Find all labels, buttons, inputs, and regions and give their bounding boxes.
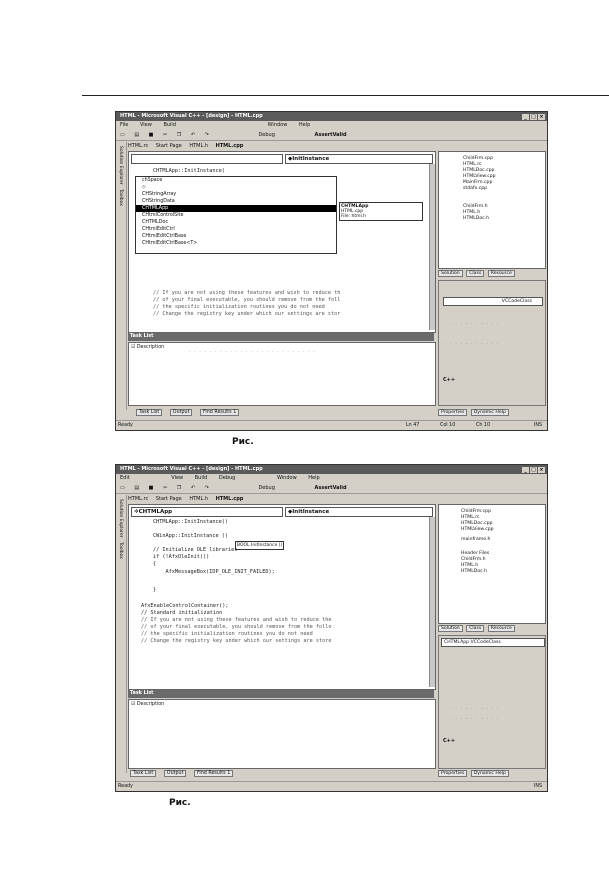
- blurred-text: · · · · · · · · · · ·: [445, 341, 500, 347]
- tab-class[interactable]: Class: [466, 625, 484, 632]
- list-item[interactable]: CHStringArray: [142, 192, 177, 197]
- bottom-tabs: [130, 769, 239, 778]
- tree-item[interactable]: Header Files: [461, 551, 490, 556]
- tooltip-line: File: html.h: [341, 214, 367, 219]
- tab-output[interactable]: Output: [164, 770, 187, 777]
- tab-html-cpp[interactable]: HTML.cpp: [215, 496, 244, 502]
- right-bottom-tabs: [438, 408, 511, 417]
- right-tabs: [438, 624, 517, 633]
- title-bar: [116, 465, 547, 474]
- code-line: // of your final executable, you should remove from the follo: [141, 624, 332, 630]
- window-title: HTML - Microsoft Visual C++ - [design] - HTML.cpp: [120, 466, 263, 472]
- tab-find-results[interactable]: Find Results 1: [200, 409, 239, 416]
- method-combo-label: InitInstance: [292, 509, 330, 515]
- tree-item[interactable]: HTML.h: [463, 210, 481, 215]
- tree-item[interactable]: HTML.h: [461, 563, 479, 568]
- window-controls: [521, 466, 545, 475]
- code-line: // the specific initialization routines you do not need: [153, 304, 325, 310]
- method-icon: ◆: [288, 509, 293, 515]
- code-editor[interactable]: [128, 504, 436, 690]
- code-line: // Change the registry key under which our settings are store: [141, 638, 332, 644]
- tab-solution[interactable]: Solution: [438, 625, 463, 632]
- toolbar: [116, 130, 547, 141]
- status-ch: Ch 10: [476, 423, 491, 428]
- menu-build[interactable]: Build: [194, 475, 208, 481]
- tree-item[interactable]: ChildFrm.h: [463, 204, 488, 209]
- file-tree: [461, 509, 494, 575]
- tree-item[interactable]: HTMLDoc.h: [461, 569, 488, 574]
- status-bar: [116, 420, 547, 430]
- task-list-title: Task List: [130, 691, 154, 696]
- figure-caption-2: Рис.: [169, 798, 191, 808]
- open-icon[interactable]: ▤: [134, 132, 140, 138]
- code-line: {: [153, 561, 157, 567]
- list-item[interactable]: CHtmlControlSite: [142, 213, 184, 218]
- code-line: // Change the registry key under which our settings are stor: [153, 311, 341, 317]
- intellisense-tooltip: [339, 202, 423, 221]
- tab-solution[interactable]: Solution: [438, 270, 463, 277]
- list-item[interactable]: CHTMLDoc: [142, 220, 168, 225]
- tree-item[interactable]: stdafx.cpp: [463, 186, 488, 191]
- task-list-title: Task List: [130, 334, 154, 339]
- ide-screenshot-1: [115, 111, 548, 431]
- menu-view[interactable]: View: [171, 475, 184, 481]
- task-list-panel: [128, 699, 436, 769]
- copy-icon[interactable]: ❐: [176, 485, 182, 491]
- solution-explorer: [438, 504, 546, 624]
- tree-item[interactable]: HTML.rc: [461, 515, 480, 520]
- properties-combo[interactable]: [441, 638, 545, 647]
- task-column-header: [131, 345, 164, 350]
- language-label: C++: [443, 738, 456, 744]
- properties-combo-value: VCCodeClass: [501, 299, 532, 304]
- tree-item[interactable]: ChildFrm.h: [461, 557, 486, 562]
- code-line: // Initialize OLE libraries: [153, 547, 238, 553]
- save-icon[interactable]: ■: [148, 485, 154, 491]
- code-line: // If you are not using these features and wish to reduce th: [153, 290, 341, 296]
- properties-combo[interactable]: [443, 297, 543, 306]
- toolbox-tab[interactable]: Toolbox: [118, 188, 123, 206]
- document-tabs: [128, 142, 249, 150]
- class-combo-label: CHTMLApp: [138, 509, 173, 515]
- code-line: // the specific initialization routines you do not need: [141, 631, 313, 637]
- tooltip-line: CHTMLApp: [341, 204, 369, 209]
- minimize-button[interactable]: _: [522, 467, 529, 473]
- solution-explorer: [438, 151, 546, 269]
- solution-explorer-tab[interactable]: Solution Explorer: [118, 499, 123, 538]
- menu-help[interactable]: Help: [298, 122, 311, 128]
- checkbox-icon[interactable]: ☑: [131, 702, 136, 707]
- tree-item[interactable]: HTML.rc: [463, 162, 482, 167]
- undo-icon[interactable]: ↶: [190, 485, 196, 491]
- cut-icon[interactable]: ✂: [162, 132, 168, 138]
- status-ins: INS: [534, 784, 543, 789]
- status-col: Col 10: [440, 423, 456, 428]
- solution-explorer-tab[interactable]: Solution Explorer: [118, 146, 123, 185]
- horizontal-rule: [82, 95, 609, 96]
- save-icon[interactable]: ■: [148, 132, 154, 138]
- menu-debug[interactable]: Debug: [218, 475, 236, 481]
- status-ready: Ready: [118, 423, 133, 428]
- menu-bar: [116, 474, 547, 483]
- intellisense-list[interactable]: [135, 176, 337, 254]
- tree-item[interactable]: MainFrm.cpp: [463, 180, 493, 185]
- class-combo[interactable]: [131, 154, 283, 164]
- status-ins: INS: [534, 423, 543, 428]
- list-item[interactable]: CHtmlEditCtrl: [142, 227, 175, 232]
- code-line: // If you are not using these features and wish to reduce the: [141, 617, 332, 623]
- tree-item[interactable]: HTMLDoc.h: [463, 216, 490, 221]
- new-file-icon[interactable]: ▭: [120, 132, 125, 138]
- list-item-selected[interactable]: CHTMLApp: [136, 205, 336, 212]
- close-button[interactable]: ×: [539, 114, 544, 120]
- description-column[interactable]: Description: [136, 345, 165, 350]
- left-dock-tabs: [116, 495, 127, 773]
- left-dock-tabs: [116, 142, 127, 410]
- tab-class[interactable]: Class: [466, 270, 484, 277]
- blurred-text: · · · · · · · · · · ·: [445, 716, 500, 722]
- tab-properties[interactable]: Properties: [438, 409, 467, 416]
- list-item[interactable]: CHtmlEditCtrlBase<T>: [142, 241, 198, 246]
- tab-html-cpp[interactable]: HTML.cpp: [215, 143, 244, 149]
- file-tree: [463, 156, 496, 222]
- status-ready: Ready: [118, 784, 133, 789]
- ide-screenshot-2: [115, 464, 548, 792]
- minimize-button[interactable]: _: [522, 114, 529, 120]
- tab-output[interactable]: Output: [170, 409, 193, 416]
- tree-item[interactable]: HTMLView.cpp: [461, 527, 494, 532]
- status-bar: [116, 781, 547, 791]
- task-list-header: [128, 690, 434, 698]
- menu-window[interactable]: Window: [267, 122, 288, 128]
- maximize-button[interactable]: □: [531, 114, 536, 120]
- blurred-text: · · · · · · · · · · ·: [445, 706, 500, 712]
- toolbar: [116, 483, 547, 494]
- tooltip-line: HTML.cpp: [341, 209, 364, 214]
- menu-build[interactable]: Build: [163, 122, 176, 128]
- menu-window[interactable]: Window: [276, 475, 297, 481]
- open-icon[interactable]: ▤: [134, 485, 140, 491]
- method-combo-label: InitInstance: [292, 156, 330, 162]
- new-file-icon[interactable]: ▭: [120, 485, 125, 491]
- blurred-text: · · · · · · · · · · · · · · · · · · · · · · · · ·: [189, 349, 316, 355]
- properties-panel: [438, 635, 546, 769]
- code-head: CHTMLApp::InitInstance(: [153, 168, 225, 174]
- config-select[interactable]: Debug: [258, 132, 275, 138]
- method-combo[interactable]: [285, 154, 433, 164]
- language-label: C++: [443, 377, 456, 383]
- window-controls: [521, 113, 545, 122]
- task-list-header: [128, 333, 434, 341]
- list-item[interactable]: chSpace: [142, 178, 163, 183]
- tab-resource[interactable]: Resource: [488, 270, 515, 277]
- code-line: }: [153, 587, 157, 593]
- window-title: HTML - Microsoft Visual C++ - [design] - HTML.cpp: [120, 113, 263, 119]
- document-tabs: [128, 495, 249, 503]
- redo-icon[interactable]: ↷: [204, 485, 209, 491]
- task-list-panel: [128, 342, 436, 406]
- config-select[interactable]: Debug: [258, 485, 275, 491]
- menu-edit[interactable]: Edit: [120, 475, 130, 481]
- description-column[interactable]: Description: [136, 702, 165, 707]
- status-line: Ln 47: [406, 423, 420, 428]
- method-combo[interactable]: [285, 507, 433, 517]
- list-item[interactable]: CHtmlEditCtrlBase: [142, 234, 187, 239]
- editor-scrollbar[interactable]: [429, 517, 435, 687]
- tree-item[interactable]: HTMLView.cpp: [463, 174, 496, 179]
- maximize-button[interactable]: □: [531, 467, 536, 473]
- toolbox-tab[interactable]: Toolbox: [118, 541, 123, 559]
- tab-properties[interactable]: Properties: [438, 770, 467, 777]
- code-line: CHTMLApp::InitInstance(): [153, 519, 228, 525]
- tree-item[interactable]: HTMLDoc.cpp: [461, 521, 493, 526]
- blurred-text: · · · · · · · · · · ·: [445, 321, 500, 327]
- tree-item[interactable]: HTMLDoc.cpp: [463, 168, 495, 173]
- method-icon: ◆: [288, 156, 293, 162]
- tree-item[interactable]: ChildFrm.cpp: [461, 509, 491, 514]
- code-line: // of your final executable, you should remove from the foll: [153, 297, 341, 303]
- code-line: AfxEnableControlContainer();: [141, 603, 229, 609]
- class-icon: ✲: [134, 509, 139, 515]
- code-line: AfxMessageBox(IDP_OLE_INIT_FAILED);: [153, 569, 275, 575]
- title-bar: [116, 112, 547, 121]
- undo-icon[interactable]: ↶: [190, 132, 196, 138]
- properties-panel: [438, 280, 546, 406]
- right-bottom-tabs: [438, 769, 511, 778]
- close-button[interactable]: ×: [539, 467, 544, 473]
- assert-select[interactable]: AssertValid: [314, 132, 347, 138]
- list-item[interactable]: CHStringData: [142, 199, 175, 204]
- tab-html-h[interactable]: HTML.h: [189, 143, 208, 149]
- properties-combo-value: CHTMLApp VCCodeClass: [444, 640, 501, 645]
- code-editor[interactable]: [128, 151, 436, 333]
- tab-start-page[interactable]: Start Page: [155, 143, 182, 149]
- editor-scrollbar[interactable]: [429, 164, 435, 330]
- menu-view[interactable]: View: [139, 122, 152, 128]
- tab-dynamic-help[interactable]: Dynamic Help: [471, 409, 509, 416]
- tab-html-rc[interactable]: HTML.rc: [128, 496, 149, 502]
- figure-caption-1: Рис.: [232, 437, 254, 447]
- tab-start-page[interactable]: Start Page: [155, 496, 182, 502]
- tree-item[interactable]: ChildFrm.cpp: [463, 156, 493, 161]
- tab-resource[interactable]: Resource: [488, 625, 515, 632]
- menu-file[interactable]: File: [120, 122, 129, 128]
- tab-task-list[interactable]: Task List: [130, 770, 156, 777]
- tab-html-h[interactable]: HTML.h: [189, 496, 208, 502]
- right-tabs: [438, 269, 517, 278]
- tab-find-results[interactable]: Find Results 1: [194, 770, 233, 777]
- checkbox-icon[interactable]: ☑: [131, 345, 136, 350]
- task-column-header: [131, 702, 164, 707]
- class-combo[interactable]: [131, 507, 283, 517]
- signature-tooltip: BOOL InitInstance (): [237, 543, 283, 548]
- tab-html-rc[interactable]: HTML.rc: [128, 143, 149, 149]
- menu-bar: [116, 121, 547, 130]
- code-line: // Standard initialization: [141, 610, 223, 616]
- list-item[interactable]: ◇: [142, 185, 146, 190]
- copy-icon[interactable]: ❐: [176, 132, 182, 138]
- tree-item[interactable]: mainframe.h: [461, 537, 491, 542]
- bottom-tabs: [136, 408, 245, 417]
- menu-help[interactable]: Help: [308, 475, 320, 481]
- redo-icon[interactable]: ↷: [204, 132, 209, 138]
- tab-task-list[interactable]: Task List: [136, 409, 162, 416]
- code-line: CWinApp::InitInstance (): [153, 533, 228, 539]
- assert-select[interactable]: AssertValid: [314, 485, 347, 491]
- tab-dynamic-help[interactable]: Dynamic Help: [471, 770, 509, 777]
- code-line: if (!AfxOleInit()): [153, 554, 210, 560]
- cut-icon[interactable]: ✂: [162, 485, 168, 491]
